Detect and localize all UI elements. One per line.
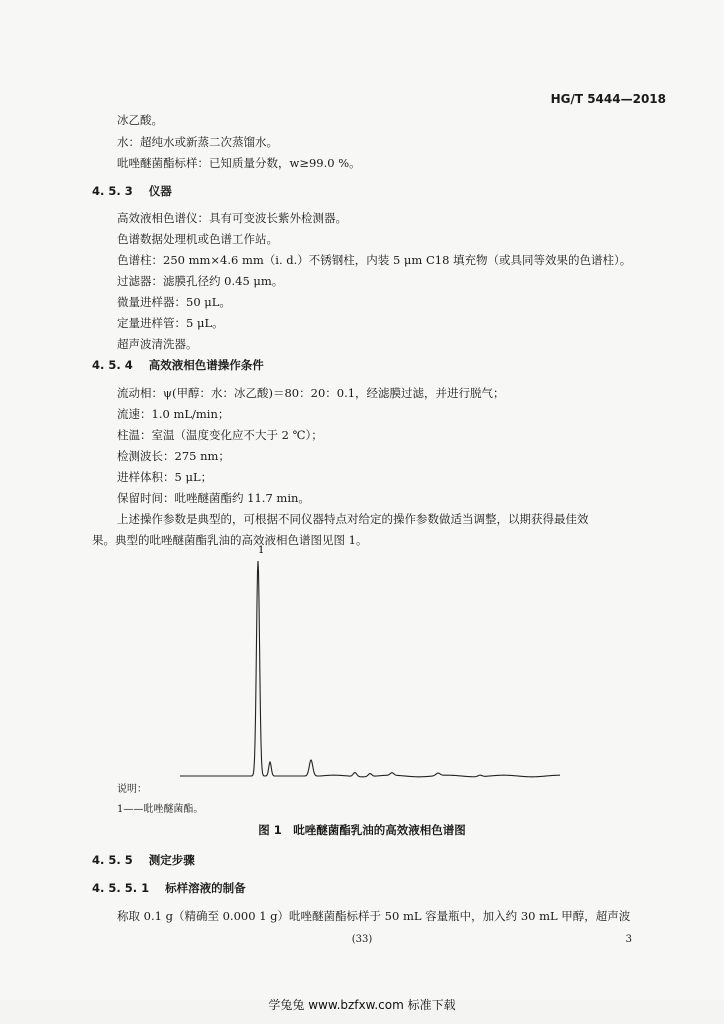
section-title: 高效液相色谱操作条件: [148, 358, 264, 372]
figure-caption: 图 1 吡唑醚菌酯乳油的高效液相色谱图: [258, 823, 466, 837]
instrument-line: 过滤器：滤膜孔径约 0.45 μm。: [117, 274, 284, 288]
instrument-line: 高效液相色谱仪：具有可变波长紫外检测器。: [117, 211, 347, 225]
instrument-line: 微量进样器：50 μL。: [117, 295, 231, 309]
section-title: 测定步骤: [148, 853, 195, 867]
instrument-line: 色谱数据处理机或色谱工作站。: [117, 232, 278, 246]
footer-watermark[interactable]: 学兔兔 www.bzfxw.com 标准下载: [268, 998, 456, 1012]
section-title: 标样溶液的制备: [165, 881, 246, 895]
section-heading-conditions: [92, 357, 264, 373]
section-heading-procedure: [92, 852, 195, 868]
reagent-line: 水：超纯水或新蒸二次蒸馏水。: [117, 135, 278, 149]
paragraph-line: 果。典型的吡唑醚菌酯乳油的高效液相色谱图见图 1。: [92, 533, 368, 547]
section-number: 4. 5. 3: [92, 184, 133, 198]
page-number-right: 3: [625, 934, 632, 945]
condition-line: 检测波长：275 nm；: [117, 449, 230, 463]
section-number: 4. 5. 4: [92, 358, 133, 372]
procedure-line: 称取 0.1 g（精确至 0.000 1 g）吡唑醚菌酯标样于 50 mL 容量瓶中，加入约 30 mL 甲醇，超声波: [117, 909, 631, 923]
instrument-line: 定量进样管：5 μL。: [117, 316, 224, 330]
legend-item: 1——吡唑醚菌酯。: [117, 804, 204, 815]
paragraph-line: 上述操作参数是典型的，可根据不同仪器特点对给定的操作参数做适当调整，以期获得最佳效: [117, 512, 589, 526]
standard-code: HG/T 5444—2018: [550, 92, 666, 106]
peak-label: 1: [258, 545, 265, 556]
legend-title: 说明：: [117, 784, 147, 795]
condition-line: 柱温：室温（温度变化应不大于 2 ℃）；: [117, 428, 323, 442]
instrument-line: 超声波清洗器。: [117, 337, 198, 351]
reagent-line: 冰乙酸。: [117, 113, 163, 127]
instrument-line: 色谱柱：250 mm×4.6 mm（i. d.）不锈钢柱，内装 5 μm C18 填充物（或具同等效果的色谱柱）。: [117, 253, 632, 267]
section-heading-instruments: [92, 183, 172, 199]
section-number: 4. 5. 5: [92, 853, 133, 867]
section-title: 仪器: [148, 184, 172, 198]
section-number: 4. 5. 5. 1: [92, 881, 150, 895]
condition-line: 保留时间：吡唑醚菌酯约 11.7 min。: [117, 491, 310, 505]
section-heading-standard: [92, 880, 246, 896]
condition-line: 流速：1.0 mL/min；: [117, 407, 230, 421]
page-number-center: (33): [351, 934, 373, 945]
chromatogram-chart: [170, 540, 570, 785]
reagent-line: 吡唑醚菌酯标样：已知质量分数，w≥99.0 %。: [117, 156, 361, 170]
condition-line: 进样体积：5 μL；: [117, 470, 213, 484]
chromatogram-trace: [180, 561, 560, 777]
condition-line: 流动相：ψ(甲醇：水：冰乙酸)＝80：20：0.1，经滤膜过滤，并进行脱气；: [117, 386, 505, 400]
